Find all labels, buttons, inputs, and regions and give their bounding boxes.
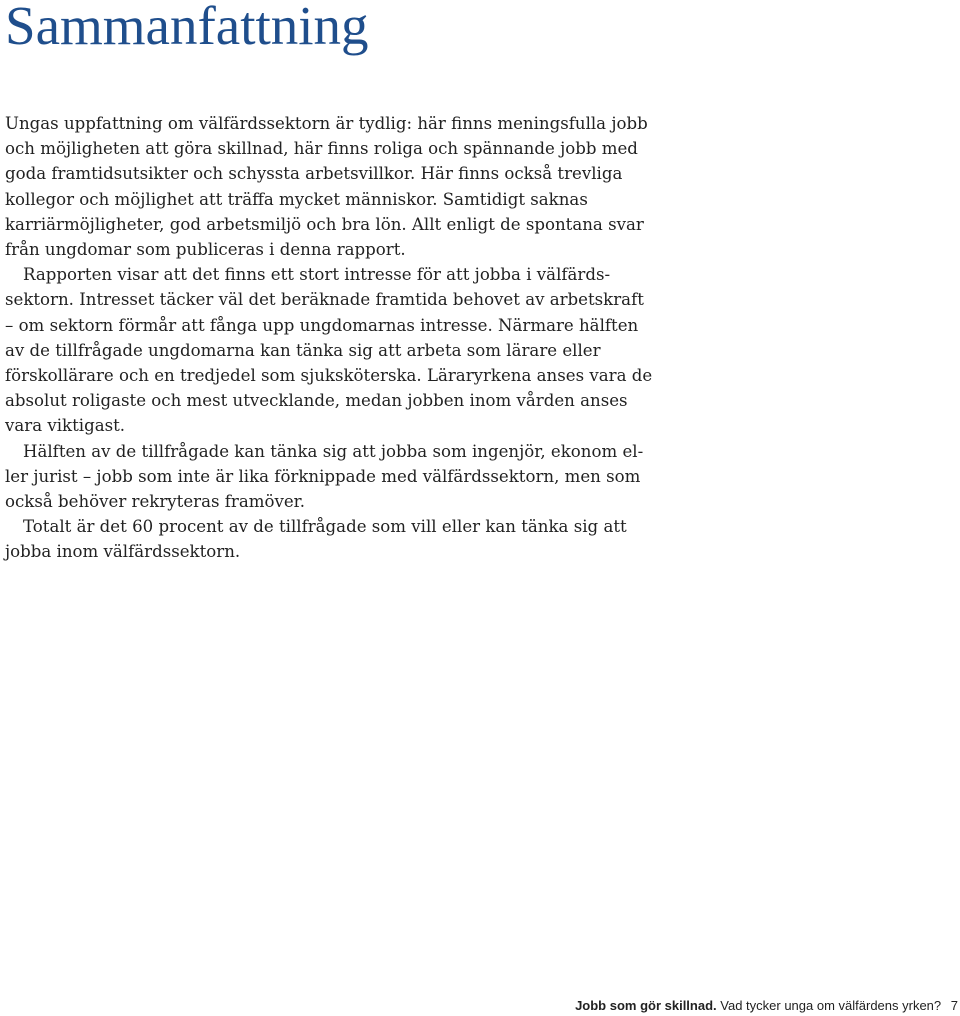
page-title: Sammanfattning [5,0,369,56]
footer-subtitle: Vad tycker unga om välfärdens yrken? [720,998,942,1013]
footer-publication-title: Jobb som gör skillnad. [575,998,717,1013]
page-number: 7 [950,998,958,1013]
page-footer [575,997,958,1015]
summary-body [5,111,655,565]
paragraph: Rapporten visar att det finns ett stort intresse för att jobba i välfärdssektorn. Intresset täcker väl det beräknade framtida behovet av arbetskraft – om sektorn förmår att fånga upp ungdomarnas intresse. Närmare hälften av de tillfrågade ungdomarna kan tänka sig att arbeta som lärare eller förskollärare och en tredjedel som sjuksköterska. Läraryrkena anses vara de absolut roligaste och mest utvecklande, medan jobben inom vården anses vara viktigast. [5,265,653,436]
paragraph: Totalt är det 60 procent av de tillfrågade som vill eller kan tänka sig att jobba inom välfärdssektorn. [5,517,627,562]
paragraph: Hälften av de tillfrågade kan tänka sig att jobba som ingenjör, ekonom eller jurist – jobb som inte är lika förknippade med välfärdssektorn, men som också behöver rekryteras framöver. [5,441,644,512]
paragraph: Ungas uppfattning om välfärdssektorn är tydlig: här finns meningsfulla jobb och möjligheten att göra skillnad, här finns roliga och spännande jobb med goda framtidsutsikter och schyssta arbetsvillkor. Här finns också trevliga kollegor och möjlighet att träffa mycket människor. Samtidigt saknas karriärmöjligheter, god arbetsmiljö och bra lön. Allt enligt de spontana svar från ungdomar som publiceras i denna rapport. [5,114,648,260]
